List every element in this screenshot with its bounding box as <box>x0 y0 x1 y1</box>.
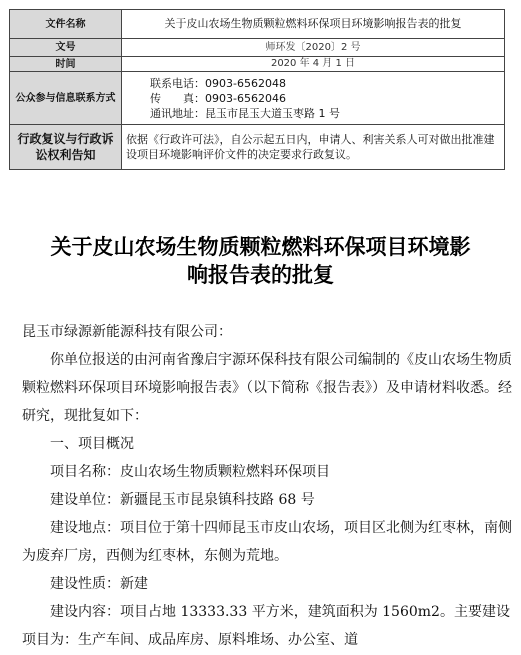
doc-number-value: 师环发〔2020〕2 号 <box>122 39 505 57</box>
info-table <box>9 9 505 170</box>
contact-value <box>122 72 505 125</box>
document-title-line-1: 关于皮山农场生物质颗粒燃料环保项目环境影 <box>50 234 471 259</box>
file-name-value: 关于皮山农场生物质颗粒燃料环保项目环境影响报告表的批复 <box>122 10 505 39</box>
body-paragraph: 建设内容：项目占地 13333.33 平方米，建筑面积为 1560m2。主要建设项目为：生产车间、成品库房、原料堆场、办公室、道 <box>22 604 510 648</box>
doc-number-label: 文号 <box>10 39 122 57</box>
body-paragraph: 项目名称：皮山农场生物质颗粒燃料环保项目 <box>50 464 330 480</box>
time-label: 时间 <box>10 57 122 72</box>
contact-phone: 联系电话：0903-6562048 <box>150 76 286 90</box>
document-body <box>22 318 516 654</box>
addressee: 昆玉市绿源新能源科技有限公司： <box>22 324 232 340</box>
review-label: 行政复议与行政诉讼权利告知 <box>10 125 122 170</box>
row-time <box>10 57 505 72</box>
document-title-line-2: 响报告表的批复 <box>187 262 334 287</box>
contact-label: 公众参与信息联系方式 <box>10 72 122 125</box>
row-file-name <box>10 10 505 39</box>
review-value: 依据《行政许可法》，自公示起五日内，申请人、利害关系人可对做出批准建设项目环境影响评价文件的决定要求行政复议。 <box>122 125 505 170</box>
body-paragraph: 建设性质：新建 <box>50 576 148 592</box>
body-paragraph: 建设单位：新疆昆玉市昆泉镇科技路 68 号 <box>50 492 315 508</box>
document-title <box>0 233 521 289</box>
file-name-label: 文件名称 <box>10 10 122 39</box>
row-contact <box>10 72 505 125</box>
section-heading: 一、项目概况 <box>50 436 134 452</box>
contact-address: 通讯地址：昆玉市昆玉大道玉枣路 1 号 <box>150 106 340 120</box>
body-paragraph: 你单位报送的由河南省豫启宇源环保科技有限公司编制的《皮山农场生物质颗粒燃料环保项目环境影响报告表》（以下简称《报告表》）及申请材料收悉。经研究，现批复如下： <box>22 352 512 424</box>
contact-fax: 传 真：0903-6562046 <box>150 91 286 105</box>
row-review-notice <box>10 125 505 170</box>
time-value: 2020 年 4 月 1 日 <box>122 57 505 72</box>
row-doc-number <box>10 39 505 57</box>
body-paragraph: 建设地点：项目位于第十四师昆玉市皮山农场，项目区北侧为红枣林，南侧为废弃厂房，西侧为红枣林，东侧为荒地。 <box>22 520 512 564</box>
